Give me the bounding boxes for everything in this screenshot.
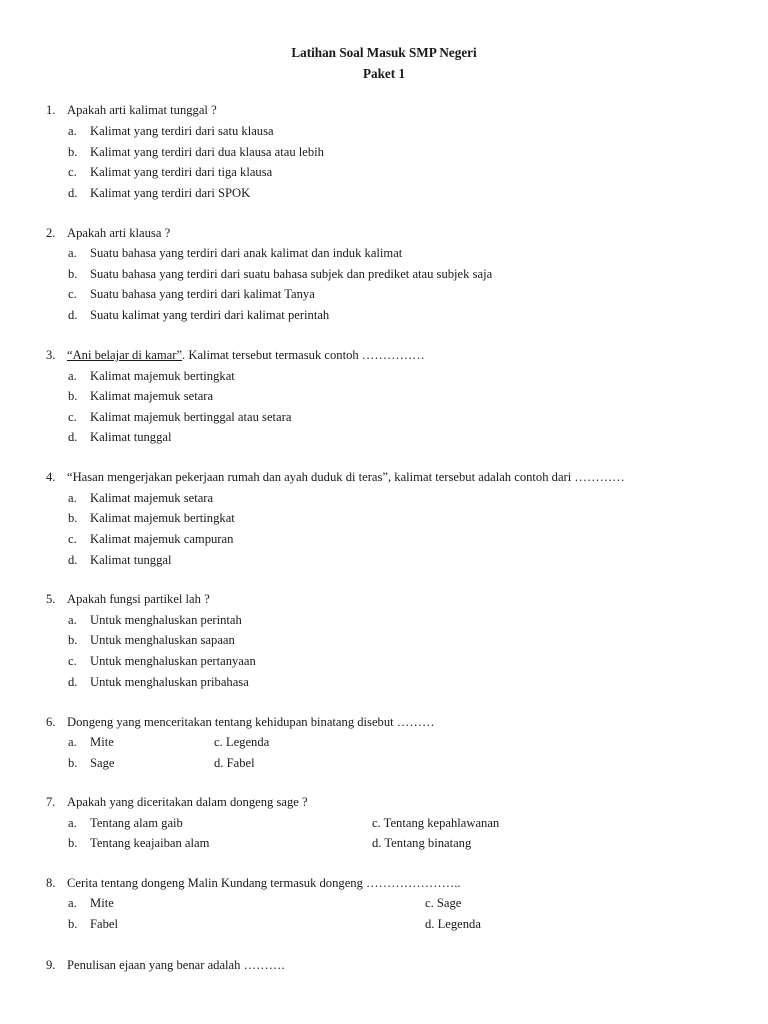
option-letter: d. — [68, 553, 78, 567]
option-text: Untuk menghaluskan pertanyaan — [90, 654, 256, 668]
option-text-right: c. Legenda — [214, 735, 270, 749]
option-text: Kalimat majemuk campuran — [90, 532, 234, 546]
option-text: Untuk menghaluskan sapaan — [90, 633, 235, 647]
option-text: Fabel — [90, 917, 118, 931]
question-text: Apakah yang diceritakan dalam dongeng sage ? — [67, 795, 308, 809]
option-text: Kalimat majemuk bertingkat — [90, 369, 235, 383]
question-text: Apakah arti kalimat tunggal ? — [67, 103, 217, 117]
option-letter: b. — [68, 836, 78, 850]
option-letter: c. — [68, 287, 77, 301]
question-text: Penulisan ejaan yang benar adalah ………. — [67, 958, 285, 972]
question-number: 9. — [46, 958, 56, 972]
question-number: 6. — [46, 715, 56, 729]
option-letter: b. — [68, 917, 78, 931]
option-text-right: d. Legenda — [425, 917, 481, 931]
option-letter: d. — [68, 308, 78, 322]
option-letter: a. — [68, 246, 77, 260]
option-text: Kalimat majemuk bertingkat — [90, 511, 235, 525]
option-letter: d. — [68, 675, 78, 689]
option-text: Suatu bahasa yang terdiri dari suatu bahasa subjek dan prediket atau subjek saja — [90, 267, 493, 281]
option-letter: a. — [68, 124, 77, 138]
option-text: Kalimat tunggal — [90, 430, 172, 444]
option-letter: c. — [68, 532, 77, 546]
option-letter: b. — [68, 389, 78, 403]
question-number: 4. — [46, 470, 56, 484]
option-text-right: d. Tentang binatang — [372, 836, 472, 850]
question-number: 2. — [46, 226, 56, 240]
option-text: Kalimat majemuk setara — [90, 389, 214, 403]
option-text: Tentang alam gaib — [90, 816, 183, 830]
option-letter: a. — [68, 613, 77, 627]
option-text: Suatu bahasa yang terdiri dari kalimat Tanya — [90, 287, 315, 301]
question-number: 7. — [46, 795, 56, 809]
question-text: Apakah arti klausa ? — [67, 226, 171, 240]
question-number: 3. — [46, 348, 56, 362]
question-text: Apakah fungsi partikel lah ? — [67, 592, 210, 606]
option-text: Tentang keajaiban alam — [90, 836, 210, 850]
option-letter: b. — [68, 267, 78, 281]
option-letter: c. — [68, 654, 77, 668]
option-text: Suatu bahasa yang terdiri dari anak kalimat dan induk kalimat — [90, 246, 403, 260]
question-text — [67, 348, 425, 363]
option-letter: b. — [68, 756, 78, 770]
underlined-quote: “Ani belajar di kamar” — [67, 348, 183, 362]
option-letter: c. — [68, 410, 77, 424]
option-text: Kalimat yang terdiri dari tiga klausa — [90, 165, 273, 179]
option-text-right: d. Fabel — [214, 756, 255, 770]
option-text: Mite — [90, 735, 114, 749]
question-text: Cerita tentang dongeng Malin Kundang termasuk dongeng ………………….. — [67, 876, 461, 890]
option-text: Kalimat tunggal — [90, 553, 172, 567]
question-text: “Hasan mengerjakan pekerjaan rumah dan ayah duduk di teras”, kalimat tersebut adalah contoh dari ………… — [67, 470, 625, 484]
question-text: Dongeng yang menceritakan tentang kehidupan binatang disebut ……… — [67, 715, 435, 729]
option-letter: d. — [68, 430, 78, 444]
option-letter: a. — [68, 491, 77, 505]
option-letter: b. — [68, 633, 78, 647]
option-letter: b. — [68, 145, 78, 159]
option-letter: a. — [68, 369, 77, 383]
option-text: Kalimat yang terdiri dari dua klausa atau lebih — [90, 145, 324, 159]
option-letter: c. — [68, 165, 77, 179]
option-text: Kalimat yang terdiri dari satu klausa — [90, 124, 274, 138]
option-text: Kalimat yang terdiri dari SPOK — [90, 186, 251, 200]
document-title: Latihan Soal Masuk SMP Negeri — [291, 45, 477, 60]
option-text-right: c. Tentang kepahlawanan — [372, 816, 500, 830]
option-letter: d. — [68, 186, 78, 200]
option-letter: a. — [68, 735, 77, 749]
document-subtitle: Paket 1 — [362, 66, 406, 81]
question-number: 8. — [46, 876, 56, 890]
option-text: Mite — [90, 896, 114, 910]
option-text: Sage — [90, 756, 115, 770]
option-letter: b. — [68, 511, 78, 525]
option-text: Untuk menghaluskan pribahasa — [90, 675, 249, 689]
question-number: 1. — [46, 103, 56, 117]
question-number: 5. — [46, 592, 56, 606]
option-text: Kalimat majemuk setara — [90, 491, 214, 505]
option-text: Kalimat majemuk bertinggal atau setara — [90, 410, 292, 424]
option-text-right: c. Sage — [425, 896, 462, 910]
option-letter: a. — [68, 816, 77, 830]
option-text: Untuk menghaluskan perintah — [90, 613, 242, 627]
question-text-rest: . Kalimat tersebut termasuk contoh …………… — [182, 348, 425, 362]
option-text: Suatu kalimat yang terdiri dari kalimat perintah — [90, 308, 330, 322]
option-letter: a. — [68, 896, 77, 910]
